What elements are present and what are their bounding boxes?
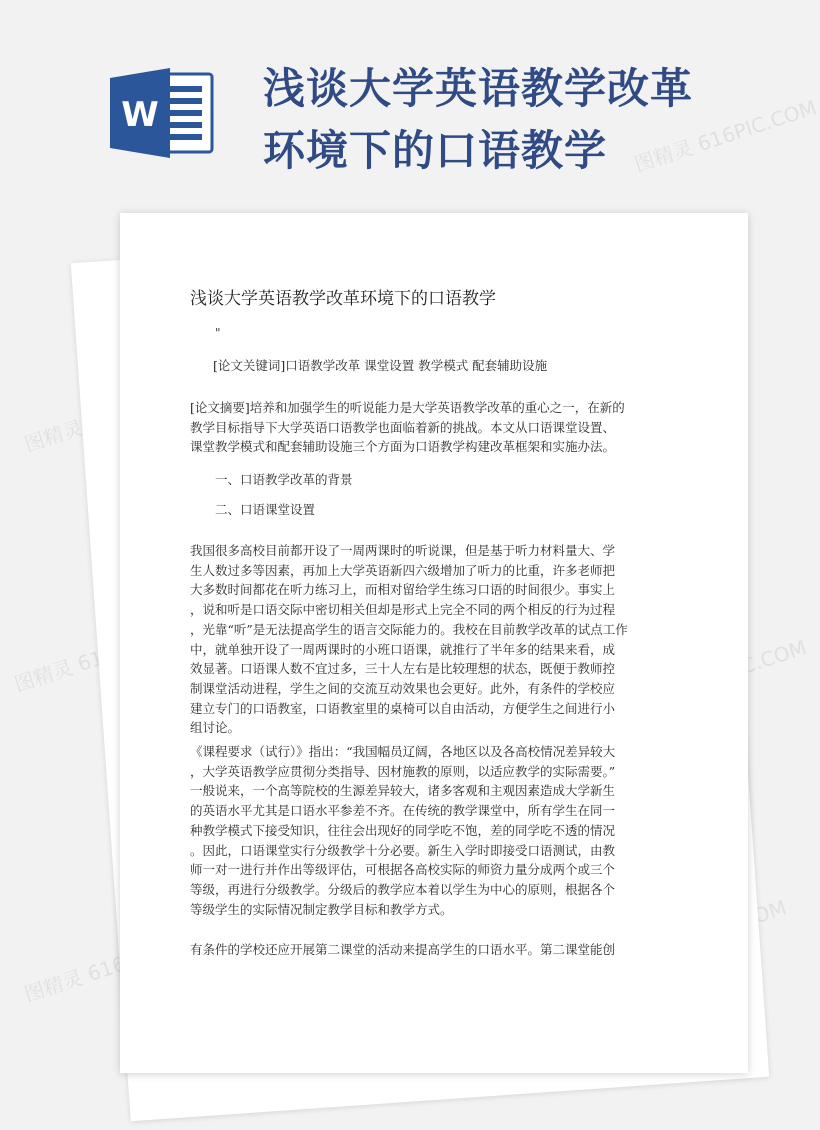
paragraph-line: 效显著。口语课人数不宜过多，三十人左右是比较理想的状态，既便于教师控 xyxy=(190,661,616,677)
paragraph-line: 师一对一进行并作出等级评估，可根据各高校实际的师资力量分成两个或三个 xyxy=(190,862,616,878)
abstract-line: 教学目标指导下大学英语口语教学也面临着新的挑战。本文从口语课堂设置、 xyxy=(190,419,616,435)
abstract-line: [论文摘要]培养和加强学生的听说能力是大学英语教学改革的重心之一，在新的 xyxy=(190,400,625,415)
paragraph-line: 。因此，口语课堂实行分级教学十分必要。新生入学时即接受口语测试，由教 xyxy=(190,842,616,858)
header-title-line-1: 浅谈大学英语教学改革 xyxy=(263,64,694,113)
paragraph-line: 一般说来，一个高等院校的生源差异较大，诸多客观和主观因素造成大学新生 xyxy=(190,783,616,799)
paragraph-line: 生人数过多等因素，再加上大学英语新四六级增加了听力的比重，许多老师把 xyxy=(190,562,616,578)
body-paragraph-1 xyxy=(190,541,640,738)
watermark: 图精灵 xyxy=(21,415,86,457)
paragraph-line: 等级学生的实际情况制定教学目标和教学方式。 xyxy=(190,901,453,917)
quote-mark: " xyxy=(215,326,221,340)
word-logo-icon xyxy=(110,68,216,158)
paragraph-line: 有条件的学校还应开展第二课堂的活动来提高学生的口语水平。第二课堂能创 xyxy=(190,942,616,957)
paragraph-line: ，大学英语教学应贯彻分类指导、因材施教的原则，以适应教学的实际需要。” xyxy=(190,763,616,779)
body-paragraph-3 xyxy=(190,940,640,960)
abstract-paragraph xyxy=(190,398,640,457)
paragraph-line: ，光靠“听”是无法提高学生的语言交际能力的。我校在目前教学改革的试点工作 xyxy=(190,621,628,637)
section-heading-2: 二、口语课堂设置 xyxy=(215,502,316,517)
logo-letter: W xyxy=(121,95,159,135)
paragraph-line: 的英语水平尤其是口语水平参差不齐。在传统的教学课堂中，所有学生在同一 xyxy=(190,803,616,819)
paragraph-line: 《课程要求（试行）》指出：“我国幅员辽阔，各地区以及各高校情况差异较大 xyxy=(190,744,616,759)
body-paragraph-2 xyxy=(190,742,640,919)
paragraph-line: 组讨论。 xyxy=(190,720,241,736)
paragraph-line: 大多数时间都花在听力练习上，而相对留给学生练习口语的时间很少。事实上 xyxy=(190,582,616,598)
paragraph-line: 等级，再进行分级教学。分级后的教学应本着以学生为中心的原则，根据各个 xyxy=(190,881,616,897)
paragraph-line: ，说和听是口语交际中密切相关但却是形式上完全不同的两个相反的行为过程 xyxy=(190,602,616,618)
watermark: 图精灵 616PIC.COM xyxy=(631,95,820,177)
keywords-line: [论文关键词]口语教学改革 课堂设置 教学模式 配套辅助设施 xyxy=(213,358,548,373)
paragraph-line: 种教学模式下接受知识，往往会出现好的同学吃不饱，差的同学吃不透的情况 xyxy=(190,822,616,838)
paragraph-line: 建立专门的口语教室，口语教室里的桌椅可以自由活动，方便学生之间进行小 xyxy=(190,700,616,716)
watermark: 图精灵 616PIC.COM xyxy=(21,925,210,1007)
page-header-title xyxy=(263,58,783,182)
abstract-line: 课堂教学模式和配套辅助设施三个方面为口语教学构建改革框架和实施办法。 xyxy=(190,439,616,455)
paragraph-line: 我国很多高校目前都开设了一周两课时的听说课，但是基于听力材料量大、学 xyxy=(190,543,616,558)
watermark: 图精灵 xyxy=(11,655,76,697)
header-title-line-2: 环境下的口语教学 xyxy=(263,126,608,175)
paragraph-line: 制课堂活动进程，学生之间的交流互动效果也会更好。此外，有条件的学校应 xyxy=(190,680,616,696)
document-title: 浅谈大学英语教学改革环境下的口语教学 xyxy=(190,289,496,309)
section-heading-1: 一、口语教学改革的背景 xyxy=(215,472,353,487)
paragraph-line: 中，就单独开设了一周两课时的小班口语课，就推行了半年多的结果来看，成 xyxy=(190,641,616,657)
